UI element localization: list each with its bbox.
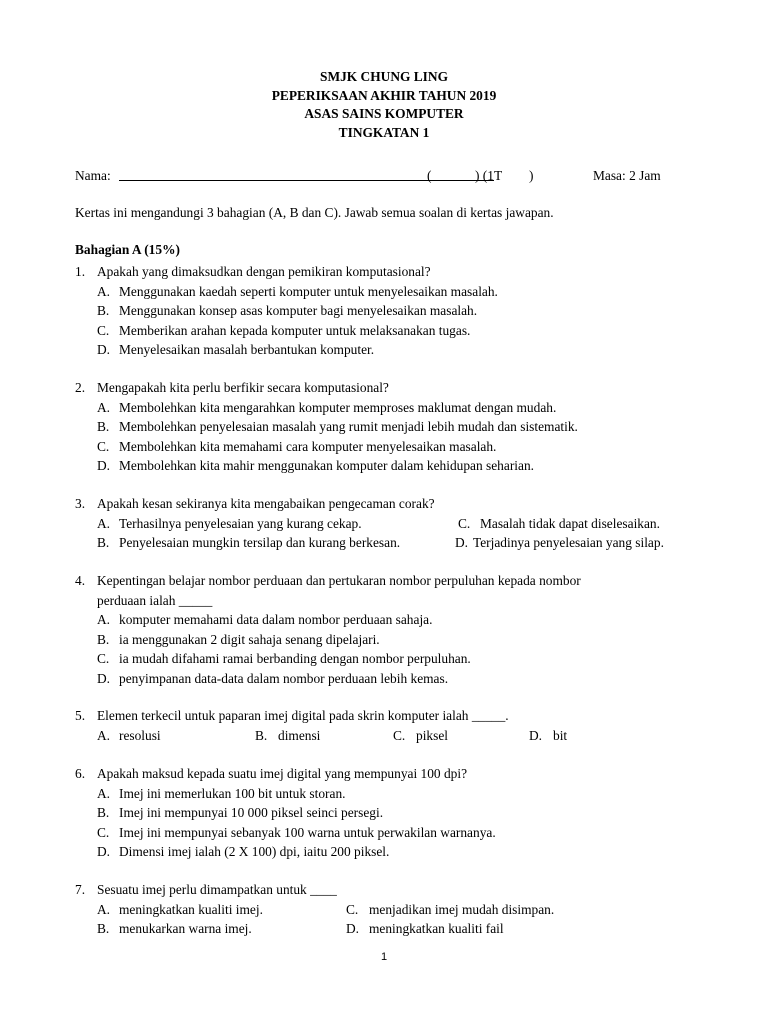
- option-text: penyimpanan data-data dalam nombor perduaan lebih kemas.: [119, 670, 449, 686]
- option-text: piksel: [416, 727, 448, 743]
- student-info-row: [75, 166, 715, 186]
- option-text: Dimensi imej ialah (2 X 100) dpi, iaitu 200 piksel.: [119, 844, 390, 859]
- question-6: [75, 764, 715, 862]
- exam-header: [0, 68, 768, 143]
- exam-title: PEPERIKSAAN AKHIR TAHUN 2019: [271, 87, 497, 103]
- option-text: Terhasilnya penyelesaian yang kurang cekap.: [119, 515, 362, 531]
- option-label: C.: [458, 515, 471, 531]
- option-label: B.: [97, 535, 110, 550]
- option-a: [75, 282, 715, 302]
- option-list: [75, 398, 715, 476]
- option-text: Imej ini memerlukan 100 bit untuk storan.: [119, 785, 346, 801]
- option-label: D.: [346, 921, 360, 936]
- option-label: A.: [97, 727, 111, 743]
- school-name: SMJK CHUNG LING: [320, 69, 448, 84]
- option-label: C.: [393, 727, 406, 743]
- option-label: B.: [97, 631, 110, 647]
- option-grid: [75, 900, 715, 939]
- option-b: [75, 630, 715, 650]
- option-text: Memberikan arahan kepada komputer untuk melaksanakan tugas.: [119, 322, 471, 338]
- option-text: ia menggunakan 2 digit sahaja senang dipelajari.: [119, 631, 380, 647]
- question-number: 7.: [75, 882, 86, 897]
- option-b: [75, 417, 715, 437]
- question-text: Elemen terkecil untuk paparan imej digital pada skrin komputer ialah _____.: [97, 708, 509, 723]
- name-blank-line: [119, 180, 494, 181]
- option-label: A.: [97, 901, 111, 917]
- question-text: Mengapakah kita perlu berfikir secara komputasional?: [97, 380, 389, 395]
- option-a: [75, 610, 715, 630]
- option-text: Membolehkan kita mengarahkan komputer memproses maklumat dengan mudah.: [119, 399, 557, 415]
- question-number: 6.: [75, 766, 86, 781]
- question-3: [75, 494, 715, 553]
- option-text: Imej ini mempunyai 10 000 piksel seinci persegi.: [119, 805, 384, 820]
- option-b: [75, 803, 715, 823]
- name-label: Nama:: [75, 168, 111, 183]
- option-row: [75, 533, 715, 553]
- option-row: [75, 514, 715, 534]
- question-line: [75, 764, 715, 784]
- option-label: A.: [97, 515, 111, 531]
- option-c: [75, 437, 715, 457]
- question-text: Apakah yang dimaksudkan dengan pemikiran komputasional?: [97, 264, 431, 279]
- form-title: TINGKATAN 1: [338, 125, 430, 141]
- option-label: B.: [97, 921, 110, 936]
- option-text: Membolehkan kita memahami cara komputer menyelesaikan masalah.: [119, 438, 497, 454]
- page-number: 1: [380, 951, 388, 963]
- option-label: B.: [255, 727, 268, 743]
- option-text: komputer memahami data dalam nombor perduaan sahaja.: [119, 612, 433, 627]
- option-a: [75, 398, 715, 418]
- question-text: Apakah kesan sekiranya kita mengabaikan pengecaman corak?: [97, 496, 435, 511]
- option-label: A.: [97, 283, 111, 299]
- class-label: ) (1T: [475, 168, 503, 183]
- question-line: [75, 706, 715, 726]
- option-list: [75, 282, 715, 360]
- option-list: [75, 610, 715, 688]
- instructions: Kertas ini mengandungi 3 bahagian (A, B dan C). Jawab semua soalan di kertas jawapan.: [75, 205, 554, 220]
- question-number: 5.: [75, 708, 86, 723]
- question-7: [75, 880, 715, 939]
- option-row: [75, 919, 715, 939]
- question-1: [75, 262, 715, 360]
- option-label: D.: [455, 535, 469, 550]
- option-row: [75, 726, 715, 746]
- question-line: [75, 880, 715, 900]
- option-text: meningkatkan kualiti imej.: [119, 901, 263, 917]
- option-row: [75, 900, 715, 920]
- option-text: Menyelesaikan masalah berbantukan komputer.: [119, 342, 375, 357]
- option-label: C.: [97, 651, 110, 666]
- option-label: D.: [97, 342, 111, 357]
- option-label: B.: [97, 303, 110, 318]
- option-label: B.: [97, 805, 110, 820]
- option-text: Membolehkan penyelesaian masalah yang rumit menjadi lebih mudah dan sistematik.: [119, 419, 578, 434]
- option-text: dimensi: [278, 727, 321, 743]
- option-text: resolusi: [119, 727, 161, 743]
- class-paren-close: ): [529, 168, 534, 183]
- option-text: Membolehkan kita mahir menggunakan komputer dalam kehidupan seharian.: [119, 458, 534, 473]
- option-label: A.: [97, 399, 111, 415]
- option-d: [75, 842, 715, 862]
- option-text: bit: [553, 727, 568, 743]
- section-title: Bahagian A (15%): [75, 242, 180, 257]
- number-paren-open: (: [427, 168, 432, 183]
- option-text: Menggunakan kaedah seperti komputer untuk menyelesaikan masalah.: [119, 283, 498, 299]
- option-label: C.: [346, 901, 359, 917]
- option-text: Menggunakan konsep asas komputer bagi menyelesaikan masalah.: [119, 303, 478, 318]
- option-text: menjadikan imej mudah disimpan.: [369, 901, 555, 917]
- option-text: meningkatkan kualiti fail: [369, 921, 504, 936]
- question-number: 4.: [75, 573, 86, 588]
- question-number: 1.: [75, 264, 86, 279]
- subject-title: ASAS SAINS KOMPUTER: [304, 106, 464, 122]
- question-number: 3.: [75, 496, 86, 511]
- option-list: [75, 784, 715, 862]
- option-label: D.: [97, 844, 111, 859]
- question-line: [75, 571, 715, 591]
- option-label: C.: [97, 322, 110, 338]
- option-text: Terjadinya penyelesaian yang silap.: [473, 535, 664, 550]
- option-a: [75, 784, 715, 804]
- question-line: [75, 262, 715, 282]
- question-text: Sesuatu imej perlu dimampatkan untuk ____: [97, 882, 337, 897]
- question-4: [75, 571, 715, 688]
- option-text: Imej ini mempunyai sebanyak 100 warna untuk perwakilan warnanya.: [119, 824, 496, 840]
- option-d: [75, 340, 715, 360]
- option-grid: [75, 514, 715, 553]
- option-label: D.: [97, 670, 111, 686]
- option-label: C.: [97, 824, 110, 840]
- question-text: Kepentingan belajar nombor perduaan dan pertukaran nombor perpuluhan kepada nombor: [97, 573, 581, 588]
- option-label: C.: [97, 438, 110, 454]
- option-text: menukarkan warna imej.: [119, 921, 252, 936]
- option-label: D.: [529, 727, 543, 743]
- question-text: Apakah maksud kepada suatu imej digital yang mempunyai 100 dpi?: [97, 766, 468, 781]
- option-c: [75, 321, 715, 341]
- option-c: [75, 649, 715, 669]
- option-label: A.: [97, 612, 111, 627]
- question-number: 2.: [75, 380, 86, 395]
- question-2: [75, 378, 715, 476]
- question-line-continued: [75, 591, 715, 611]
- option-label: D.: [97, 458, 111, 473]
- time-label: Masa: 2 Jam: [593, 168, 661, 183]
- question-line: [75, 378, 715, 398]
- question-5: [75, 706, 715, 745]
- option-label: B.: [97, 419, 110, 434]
- option-c: [75, 823, 715, 843]
- option-text: Masalah tidak dapat diselesaikan.: [480, 515, 660, 531]
- option-grid: [75, 726, 715, 746]
- question-line: [75, 494, 715, 514]
- option-label: A.: [97, 785, 111, 801]
- question-text: perduaan ialah _____: [97, 592, 213, 608]
- option-d: [75, 669, 715, 689]
- option-d: [75, 456, 715, 476]
- option-text: ia mudah difahami ramai berbanding dengan nombor perpuluhan.: [119, 651, 471, 666]
- option-b: [75, 301, 715, 321]
- option-text: Penyelesaian mungkin tersilap dan kurang berkesan.: [119, 535, 401, 550]
